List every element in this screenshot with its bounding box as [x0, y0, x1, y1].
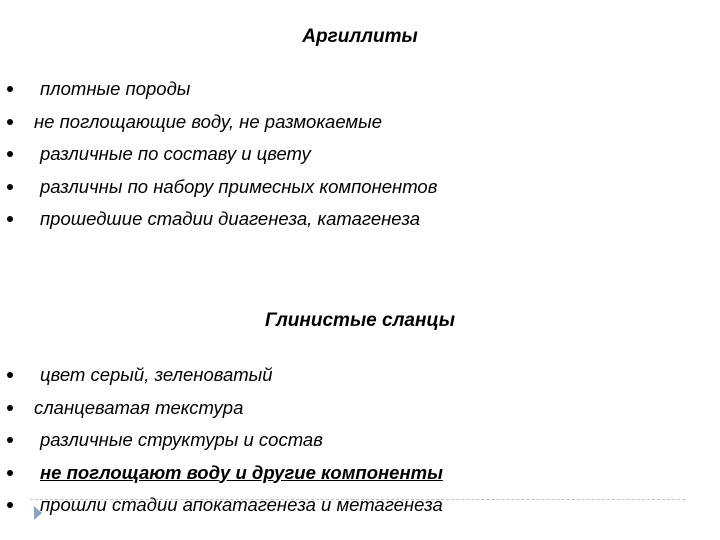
arrow-marker-icon	[34, 506, 42, 520]
bullet-icon	[7, 437, 13, 443]
list-item-text: не поглощающие воду, не размокаемые	[34, 110, 383, 132]
list-item-text: различные структуры и состав	[40, 429, 323, 450]
list-item-text: сланцеватая текстура	[34, 396, 244, 418]
bullet-icon	[7, 405, 13, 411]
section-title-clay-shales: Глинистые сланцы	[265, 310, 455, 331]
section-title-argillites: Аргиллиты	[302, 26, 418, 47]
bullet-icon	[7, 470, 13, 476]
list-item-text: прошли стадии апокатагенеза и метагенеза	[40, 494, 443, 515]
bullet-icon	[7, 119, 13, 125]
dashed-divider	[30, 499, 685, 500]
list-item-text: прошедшие стадии диагенеза, катагенеза	[40, 208, 421, 229]
list-item-text: цвет серый, зеленоватый	[40, 364, 273, 385]
bullet-icon	[7, 184, 13, 190]
bullet-icon	[7, 151, 13, 157]
list-item-text-emphasized: не поглощают воду и другие компоненты	[40, 461, 443, 483]
list-item-text: плотные породы	[40, 78, 191, 99]
bullet-icon	[7, 86, 13, 92]
bullet-icon	[7, 502, 13, 508]
list-item-text: различные по составу и цвету	[40, 143, 311, 164]
list-item-text: различны по набору примесных компонентов	[40, 175, 438, 197]
bullet-icon	[7, 216, 13, 222]
bullet-icon	[7, 372, 13, 378]
